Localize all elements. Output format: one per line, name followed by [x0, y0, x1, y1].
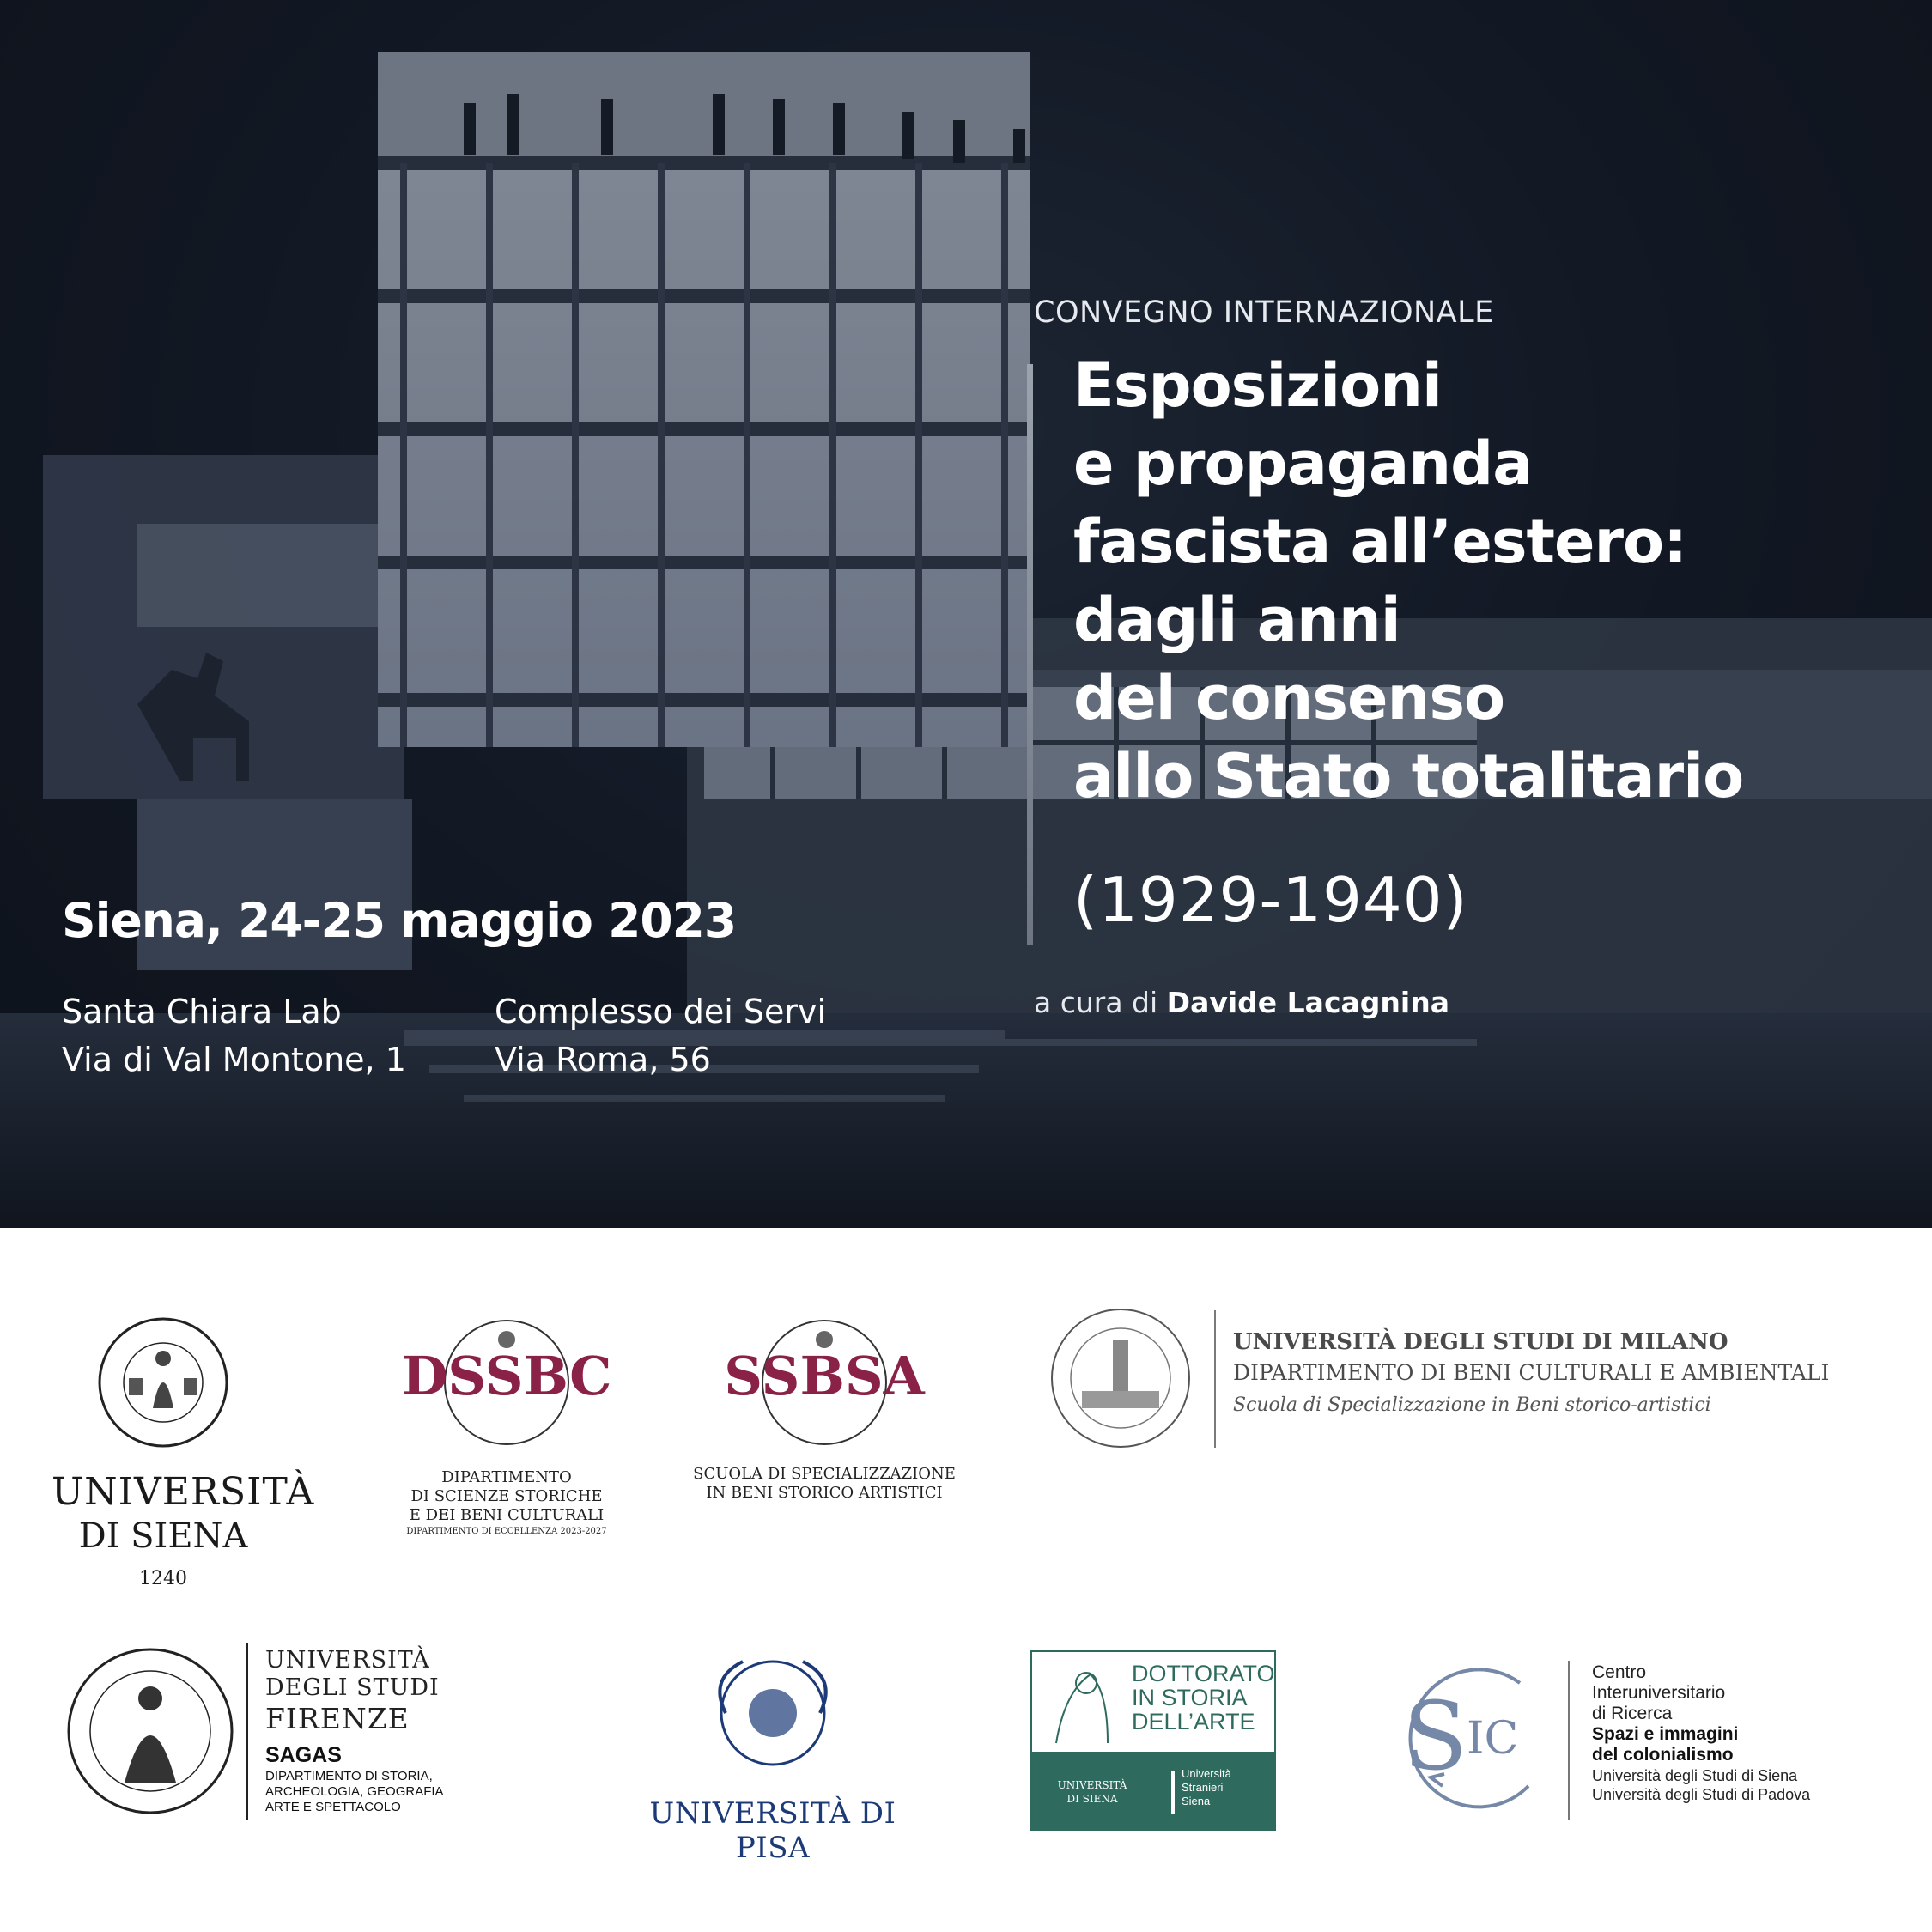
sic-mark: IC — [1467, 1713, 1519, 1765]
event-years: (1929-1940) — [1073, 864, 1468, 936]
sic-line3: di Ricerca — [1592, 1704, 1673, 1723]
unifi-line7: ARTE E SPETTACOLO — [265, 1800, 401, 1814]
title-line: del consenso — [1073, 663, 1505, 733]
unipi-name: UNIVERSITÀ DI PISA — [649, 1796, 896, 1865]
venue-name: Complesso dei Servi — [495, 993, 827, 1030]
unisi-line1: UNIVERSITÀ — [52, 1470, 315, 1514]
dottorato-unistrasi-line1: Università — [1182, 1767, 1231, 1780]
dssbc-line2: DI SCIENZE STORICHE — [410, 1487, 603, 1505]
title-line: e propaganda — [1073, 428, 1533, 499]
event-date: Siena, 24-25 maggio 2023 — [62, 893, 737, 948]
sic-line5: del colonialismo — [1592, 1745, 1734, 1765]
sic-line4: Spazi e immagini — [1592, 1724, 1739, 1744]
unimi-line1: UNIVERSITÀ DEGLI STUDI DI MILANO — [1233, 1329, 1728, 1355]
dottorato-line1: DOTTORATO — [1132, 1661, 1275, 1686]
title-line: allo Stato totalitario — [1073, 741, 1744, 811]
unisi-line2: DI SIENA — [78, 1516, 248, 1556]
venue-address: Via di Val Montone, 1 — [62, 1041, 406, 1078]
sic-line6: Università degli Studi di Siena — [1592, 1767, 1798, 1784]
sic-line1: Centro — [1592, 1662, 1647, 1682]
venue-1 — [62, 987, 406, 1084]
title-line: Esposizioni — [1073, 350, 1442, 421]
dottorato-unisi-line1: UNIVERSITÀ — [1057, 1779, 1127, 1791]
logo-sic — [1391, 1657, 1872, 1829]
unistrasi-u-icon — [1171, 1771, 1175, 1814]
ssbsa-line1: SCUOLA DI SPECIALIZZAZIONE — [693, 1465, 956, 1483]
unifi-line6: ARCHEOLOGIA, GEOGRAFIA — [265, 1784, 444, 1799]
unifi-line5: DIPARTIMENTO DI STORIA, — [265, 1769, 433, 1783]
unisi-year: 1240 — [139, 1568, 187, 1589]
unifi-line3: FIRENZE — [265, 1702, 410, 1735]
unipi-cherub-seal-icon — [691, 1631, 854, 1795]
dottorato-unisi-line2: DI SIENA — [1066, 1793, 1118, 1805]
title-line: fascista all’estero: — [1073, 507, 1687, 577]
sic-line2: Interuniversitario — [1592, 1683, 1726, 1703]
logo-unimi — [1048, 1305, 1880, 1443]
partner-logos — [0, 1228, 1932, 1932]
curator — [1034, 986, 1449, 1019]
title-divider — [1027, 364, 1033, 945]
title-line: dagli anni — [1073, 585, 1400, 655]
dottorato-line3: DELL’ARTE — [1132, 1709, 1255, 1735]
unimi-line2: DIPARTIMENTO DI BENI CULTURALI E AMBIENTALI — [1233, 1360, 1830, 1385]
event-kicker: CONVEGNO INTERNAZIONALE — [1034, 295, 1494, 330]
dssbc-acronym: DSSBC — [401, 1345, 612, 1407]
event-title — [1073, 347, 1743, 816]
unifi-line1: UNIVERSITÀ — [265, 1647, 430, 1674]
svg-text:S: S — [1403, 1681, 1468, 1791]
curator-name: Davide Lacagnina — [1166, 986, 1449, 1019]
curator-prefix: a cura di — [1034, 986, 1158, 1019]
logo-unisi — [52, 1314, 315, 1640]
unifi-seal-icon — [64, 1645, 236, 1817]
unimi-line3: Scuola di Specializzazione in Beni storico-artistici — [1233, 1394, 1711, 1416]
logo-dssbc — [378, 1314, 635, 1571]
sic-line7: Università degli Studi di Padova — [1592, 1786, 1811, 1803]
logo-unipi — [618, 1631, 927, 1865]
venue-2 — [495, 987, 826, 1084]
unimi-divider — [1214, 1310, 1216, 1448]
dssbc-line3: E DEI BENI CULTURALI — [409, 1506, 605, 1524]
venue-address: Via Roma, 56 — [495, 1041, 711, 1078]
dottorato-unistrasi-line3: Siena — [1182, 1795, 1211, 1807]
logo-dottorato — [1030, 1650, 1276, 1831]
unifi-line4: SAGAS — [265, 1743, 342, 1767]
ssbsa-acronym: SSBSA — [724, 1345, 925, 1407]
venue-name: Santa Chiara Lab — [62, 993, 342, 1030]
dottorato-line2: IN STORIA — [1132, 1685, 1248, 1710]
unimi-seal-icon — [1048, 1305, 1194, 1451]
logo-unifi — [64, 1640, 477, 1829]
unisi-seal-icon — [94, 1314, 232, 1451]
dottorato-footer — [1032, 1752, 1274, 1829]
dssbc-line4: DIPARTIMENTO DI ECCELLENZA 2023-2027 — [406, 1527, 607, 1536]
ssbsa-line2: IN BENI STORICO ARTISTICI — [706, 1484, 943, 1502]
unifi-divider — [246, 1643, 248, 1820]
dottorato-unistrasi-line2: Stranieri — [1182, 1781, 1224, 1794]
unifi-line2: DEGLI STUDI — [265, 1674, 440, 1701]
logo-ssbsa — [687, 1314, 962, 1537]
sic-mark-icon — [1391, 1657, 1563, 1820]
dssbc-line1: DIPARTIMENTO — [441, 1468, 572, 1486]
sic-divider — [1568, 1661, 1570, 1820]
dottorato-sketch-icon — [1039, 1657, 1125, 1752]
